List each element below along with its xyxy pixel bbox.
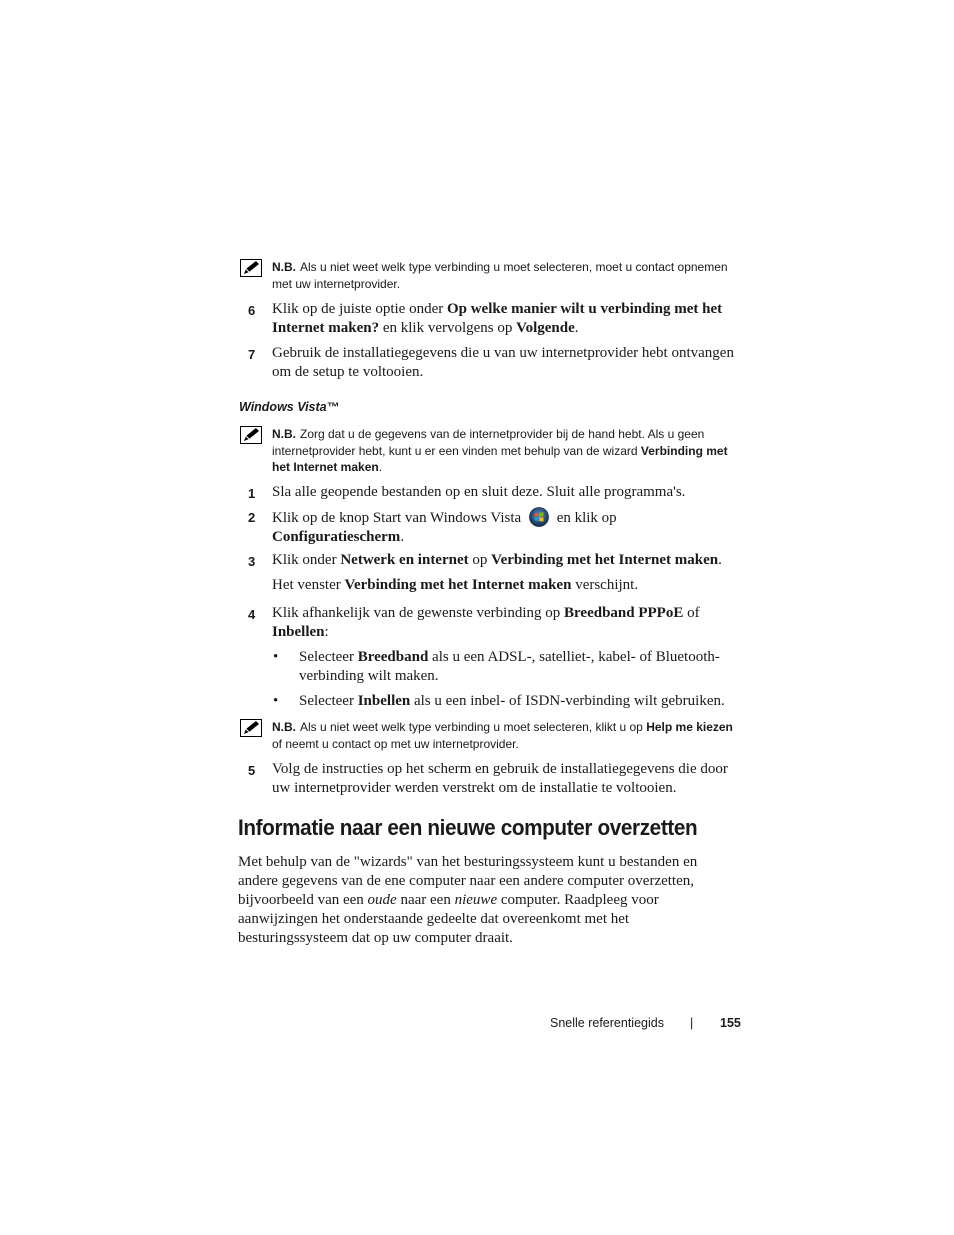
pencil-note-icon — [240, 719, 262, 737]
note-3: N.B. Als u niet weet welk type verbinding u moet selecteren, klikt u op Help me kiezen of neemt u contact op met uw internetprovider. — [240, 719, 740, 752]
section-heading: Informatie naar een nieuwe computer overzetten — [238, 815, 698, 840]
note-label: N.B. — [272, 260, 296, 274]
footer-separator: | — [690, 1016, 694, 1030]
note-label: N.B. — [272, 427, 296, 441]
note-2: N.B. Zorg dat u de gegevens van de internetprovider bij de hand hebt. Als u geen internetprovider hebt, kunt u er een vinden met behulp van de wizard Verbinding met het Internet maken. — [240, 426, 740, 476]
windows-start-orb-icon — [529, 507, 549, 527]
page-number: 155 — [720, 1016, 741, 1030]
note-label: N.B. — [272, 720, 296, 734]
subheading-windows-vista: Windows Vista™ — [239, 400, 340, 414]
pencil-note-icon — [240, 426, 262, 444]
step-number: 6 — [248, 303, 256, 318]
footer-section-title: Snelle referentiegids — [550, 1016, 664, 1030]
note-text: Als u niet weet welk type verbinding u moet selecteren, moet u contact opnemen met uw internetprovider. — [272, 260, 728, 291]
pencil-note-icon — [240, 259, 262, 277]
body-paragraph: Met behulp van de "wizards" van het besturingssysteem kunt u bestanden en andere gegevens van de ene computer naar een andere computer overzetten, bijvoorbeeld van een oude naar een nieuwe computer. Raadpleeg voor aanwijzingen het onderstaande gedeelte dat overeenkomt met het besturingssysteem dat op uw computer draait. — [238, 854, 698, 946]
note-1 — [240, 259, 740, 292]
step-number: 7 — [248, 347, 256, 362]
